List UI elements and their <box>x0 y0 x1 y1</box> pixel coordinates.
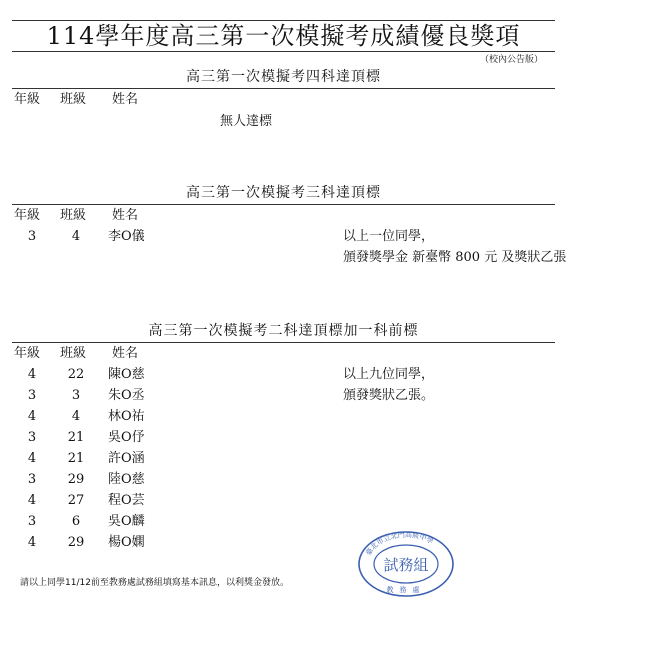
cell-name: 許O涵 <box>108 451 145 466</box>
cell-grade: 3 <box>27 514 37 529</box>
cell-name: 楊O嫻 <box>108 535 145 550</box>
award-note-line-1: 以上九位同學， <box>343 367 435 382</box>
cell-grade: 4 <box>27 367 37 382</box>
cell-name: 李O儀 <box>108 229 145 244</box>
table-row <box>12 406 555 427</box>
column-header-row <box>12 343 555 364</box>
column-header-grade: 年級 <box>14 92 41 107</box>
table-row <box>12 226 555 247</box>
cell-grade: 4 <box>27 451 37 466</box>
notice-tag: （校內公告版） <box>479 55 543 65</box>
cell-class: 29 <box>67 535 85 550</box>
cell-name: 吳O伃 <box>108 430 145 445</box>
table-row <box>12 364 555 385</box>
column-header-grade: 年級 <box>14 208 41 223</box>
cell-class: 27 <box>67 493 85 508</box>
table-row <box>12 427 555 448</box>
column-header-row <box>12 89 555 110</box>
award-note-line-2: 頒發獎學金 新臺幣 800 元 及獎狀乙張 <box>343 250 567 265</box>
cell-class: 21 <box>67 451 85 466</box>
award-note-line-2: 頒發獎狀乙張。 <box>343 388 435 403</box>
cell-class: 4 <box>71 229 81 244</box>
cell-name: 陳O慈 <box>108 367 145 382</box>
column-header-name: 姓名 <box>112 208 139 223</box>
section-two-plus-one-subjects <box>12 320 555 553</box>
table-row <box>12 490 555 511</box>
table-row <box>12 511 555 532</box>
cell-name: 陸O慈 <box>108 472 145 487</box>
cell-grade: 4 <box>27 409 37 424</box>
table-row <box>12 448 555 469</box>
cell-class: 29 <box>67 472 85 487</box>
column-header-grade: 年級 <box>14 346 41 361</box>
cell-class: 22 <box>67 367 85 382</box>
column-header-row <box>12 205 555 226</box>
section-three-subjects <box>12 182 555 247</box>
section-title: 高三第一次模擬考二科達頂標加一科前標 <box>12 320 555 343</box>
page-title: 114學年度高三第一次模擬考成績優良獎項 <box>12 20 555 52</box>
column-header-class: 班級 <box>60 208 87 223</box>
cell-grade: 3 <box>27 430 37 445</box>
cell-class: 3 <box>71 388 81 403</box>
section-title: 高三第一次模擬考三科達頂標 <box>12 182 555 205</box>
cell-grade: 3 <box>27 229 37 244</box>
seal-bottom-text: 教務處 <box>386 586 426 594</box>
section-title: 高三第一次模擬考四科達頂標 <box>12 66 555 89</box>
column-header-class: 班級 <box>60 92 87 107</box>
seal-outer-text: 臺北市立北門高級中學 <box>364 530 435 557</box>
cell-grade: 3 <box>27 388 37 403</box>
cell-grade: 4 <box>27 493 37 508</box>
column-header-name: 姓名 <box>112 92 139 107</box>
footer-note: 請以上同學11/12前至教務處試務組填寫基本訊息，以利獎金發放。 <box>20 578 289 588</box>
cell-class: 21 <box>67 430 85 445</box>
cell-name: 朱O丞 <box>108 388 145 403</box>
cell-class: 6 <box>71 514 81 529</box>
cell-grade: 4 <box>27 535 37 550</box>
cell-name: 吳O麟 <box>108 514 145 529</box>
table-row <box>12 385 555 406</box>
award-note-line-1: 以上一位同學， <box>343 229 435 244</box>
cell-class: 4 <box>71 409 81 424</box>
school-seal-stamp <box>356 528 456 598</box>
table-row <box>12 532 555 553</box>
seal-center-text: 試務組 <box>383 556 429 574</box>
empty-message: 無人達標 <box>220 114 273 129</box>
table-row <box>12 469 555 490</box>
cell-name: 林O祐 <box>108 409 145 424</box>
column-header-name: 姓名 <box>112 346 139 361</box>
column-header-class: 班級 <box>60 346 87 361</box>
cell-name: 程O芸 <box>108 493 145 508</box>
section-four-subjects <box>12 66 555 110</box>
cell-grade: 3 <box>27 472 37 487</box>
